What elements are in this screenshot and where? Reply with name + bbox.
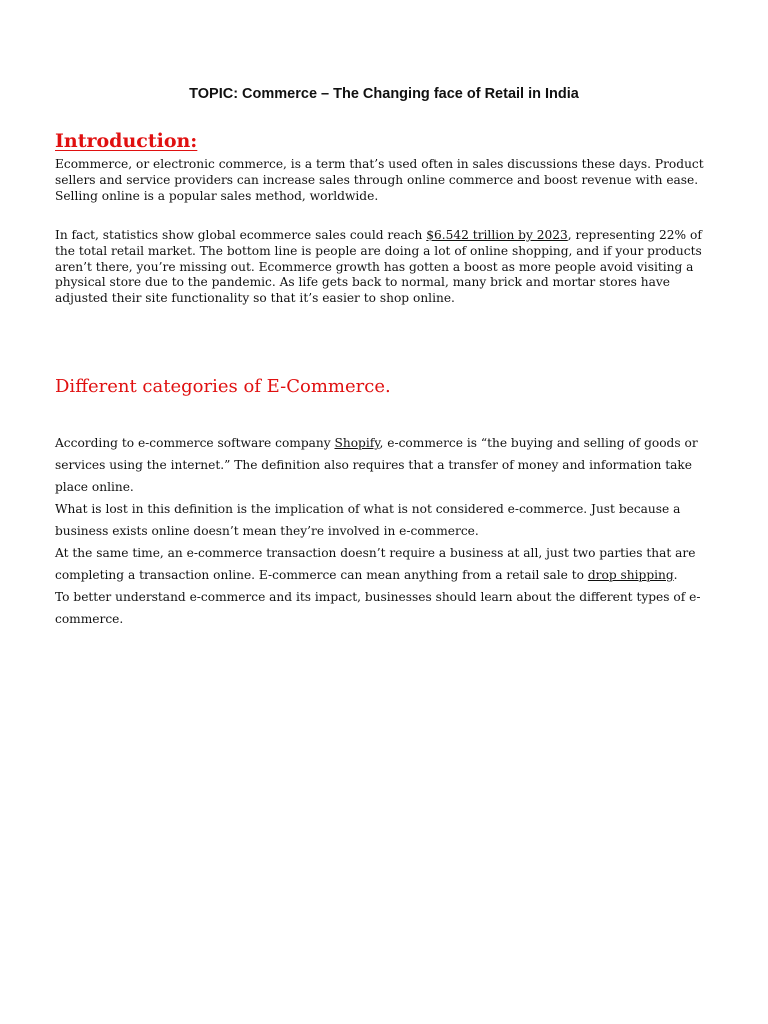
- intro-paragraph-2: [55, 228, 715, 307]
- cat-p1-text-after: , e-commerce is “the buying and selling of goods or services using the internet.” The definition also requires that a transfer of money and information take place online.: [55, 436, 698, 494]
- drop-shipping-link[interactable]: drop shipping: [587, 568, 674, 582]
- categories-body: [55, 432, 720, 630]
- cat-p3-text-after: .: [673, 568, 678, 582]
- categories-paragraph-4: To better understand e-commerce and its impact, businesses should learn about the different types of e-commerce.: [55, 590, 701, 626]
- intro-p2-text-after: , representing 22% of the total retail market. The bottom line is people are doing a lot of online shopping, and if your products aren’t there, you’re missing out. Ecommerce growth has gotten a boost as more people avoid visiting a physical store due to the pandemic. As life gets back to normal, many brick and mortar stores have adjusted their site functionality so that it’s easier to shop online.: [55, 228, 702, 306]
- categories-paragraph-3: [55, 542, 720, 586]
- intro-p2-text-before: In fact, statistics show global ecommerce sales could reach: [55, 228, 427, 242]
- document-title: TOPIC: Commerce – The Changing face of Retail in India: [189, 86, 579, 102]
- intro-paragraph-1: Ecommerce, or electronic commerce, is a term that’s used often in sales discussions these days. Product sellers and service providers can increase sales through online commerce and boost revenue with ease. Selling online is a popular sales method, worldwide.: [55, 157, 704, 203]
- shopify-link[interactable]: Shopify: [334, 436, 380, 450]
- categories-paragraph-1: [55, 432, 720, 498]
- categories-heading: Different categories of E-Commerce.: [55, 376, 391, 397]
- categories-paragraph-2: What is lost in this definition is the implication of what is not considered e-commerce. Just because a business exists online doesn’t mean they’re involved in e-commerce.: [55, 502, 681, 538]
- statistics-link[interactable]: $6.542 trillion by 2023: [426, 228, 568, 242]
- introduction-heading: Introduction:: [55, 130, 198, 152]
- cat-p3-text-before: At the same time, an e-commerce transaction doesn’t require a business at all, just two parties that are completing a transaction online. E-commerce can mean anything from a retail sale to: [55, 546, 696, 582]
- cat-p1-text-before: According to e-commerce software company: [55, 436, 335, 450]
